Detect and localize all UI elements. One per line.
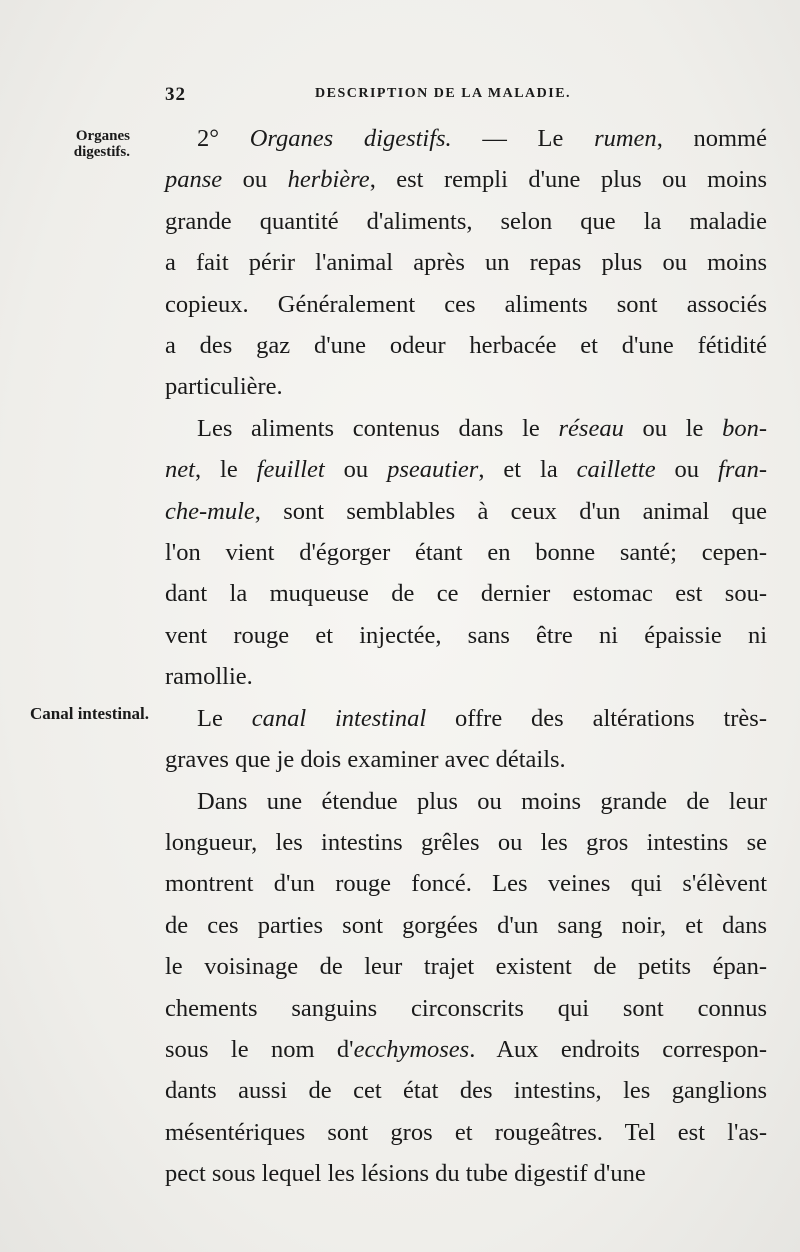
page-number: 32 [165, 84, 186, 105]
italic-term: bon- [722, 414, 767, 442]
text-line [165, 408, 767, 449]
text-line [165, 242, 767, 283]
italic-term: panse [165, 166, 223, 194]
text-line [165, 159, 767, 200]
text-segment: longueur, les intestins grêles ou les gros intestins se [165, 828, 767, 856]
italic-term: canal intestinal [251, 704, 427, 732]
margin-note-organes-digestifs [50, 128, 130, 160]
text-line [165, 325, 767, 366]
text-segment: montrent d'un rouge foncé. Les veines qui s'élèvent [165, 870, 767, 898]
text-line [165, 118, 767, 159]
text-line [165, 1153, 767, 1194]
text-line [165, 698, 767, 739]
text-segment: pect sous lequel les lésions du tube digestif d'une [165, 1160, 646, 1188]
text-segment: , est rempli d'une plus ou moins [369, 166, 768, 194]
text-line [165, 781, 767, 822]
margin-note-canal-intestinal [30, 706, 176, 722]
text-segment: Dans une étendue plus ou moins grande de leur [197, 787, 767, 815]
text-segment: particulière. [165, 373, 283, 401]
text-segment: Les aliments contenus dans le [197, 414, 559, 442]
text-line [165, 615, 767, 656]
text-segment: graves que je dois examiner avec détails. [165, 746, 566, 774]
text-line [165, 1112, 767, 1153]
text-segment: 2° [197, 125, 250, 152]
text-segment: chements sanguins circonscrits qui sont connus [165, 994, 767, 1022]
text-segment: offre des altérations très- [426, 704, 767, 732]
text-line [165, 366, 767, 407]
italic-term: réseau [558, 414, 624, 442]
text-line [165, 863, 767, 904]
text-line [165, 1029, 767, 1070]
italic-term: rumen [594, 125, 657, 152]
paragraph [165, 781, 767, 1195]
text-line [165, 946, 767, 987]
margin-note-line: Canal intestinal. [30, 704, 150, 723]
running-title: DESCRIPTION DE LA MALADIE. [315, 86, 572, 101]
text-segment: ou le [623, 414, 723, 442]
text-segment: le voisinage de leur trajet existent de petits épan- [165, 953, 767, 981]
italic-term: Organes digestifs. [249, 125, 452, 152]
text-line [165, 573, 767, 614]
text-segment: Le [197, 704, 252, 732]
body-text [165, 118, 767, 1195]
text-segment: a fait périr l'animal après un repas plus ou moins [165, 249, 767, 277]
margin-note-line: Organes [75, 128, 130, 144]
italic-term: pseautier [387, 456, 479, 484]
text-segment: — Le [451, 125, 595, 152]
text-line [165, 284, 767, 325]
paragraph [165, 698, 767, 781]
text-segment: , le [194, 456, 257, 484]
text-segment: , nommé [656, 125, 767, 152]
text-segment: ramollie. [165, 663, 253, 691]
text-segment: , et la [478, 456, 577, 484]
text-segment: copieux. Généralement ces aliments sont associés [165, 290, 767, 318]
text-segment: ou [655, 456, 719, 484]
text-segment: dants aussi de cet état des intestins, les ganglions [165, 1077, 767, 1105]
text-segment: de ces parties sont gorgées d'un sang noir, et dans [165, 911, 767, 939]
text-segment: dant la muqueuse de ce dernier estomac est sou- [165, 580, 767, 608]
text-segment: a des gaz d'une odeur herbacée et d'une fétidité [165, 332, 767, 360]
paragraph [165, 408, 767, 698]
text-segment: , sont semblables à ceux d'un animal que [254, 497, 767, 525]
italic-term: caillette [576, 456, 656, 484]
text-line [165, 1070, 767, 1111]
text-line [165, 201, 767, 242]
paragraph [165, 118, 767, 408]
text-line [165, 532, 767, 573]
text-line [165, 739, 767, 780]
text-segment: mésentériques sont gros et rougeâtres. Tel est l'as- [165, 1118, 767, 1146]
text-line [165, 822, 767, 863]
margin-note-line: digestifs. [73, 144, 130, 160]
italic-term: herbière [287, 166, 370, 194]
text-line [165, 491, 767, 532]
text-segment: ou [222, 166, 288, 194]
text-line [165, 905, 767, 946]
text-line [165, 449, 767, 490]
italic-term: fran- [718, 456, 768, 484]
text-segment: . Aux endroits correspon- [469, 1035, 767, 1063]
text-segment: l'on vient d'égorger étant en bonne santé; cepen- [165, 539, 767, 567]
italic-term: che-mule [165, 497, 255, 525]
text-segment: ou [324, 456, 388, 484]
text-line [165, 656, 767, 697]
text-segment: sous le nom d' [165, 1035, 354, 1063]
italic-term: feuillet [256, 456, 325, 484]
italic-term: ecchymoses [353, 1035, 470, 1063]
text-segment: vent rouge et injectée, sans être ni épaissie ni [165, 621, 767, 649]
text-line [165, 988, 767, 1029]
italic-term: net [165, 456, 195, 484]
text-segment: grande quantité d'aliments, selon que la maladie [165, 207, 767, 235]
